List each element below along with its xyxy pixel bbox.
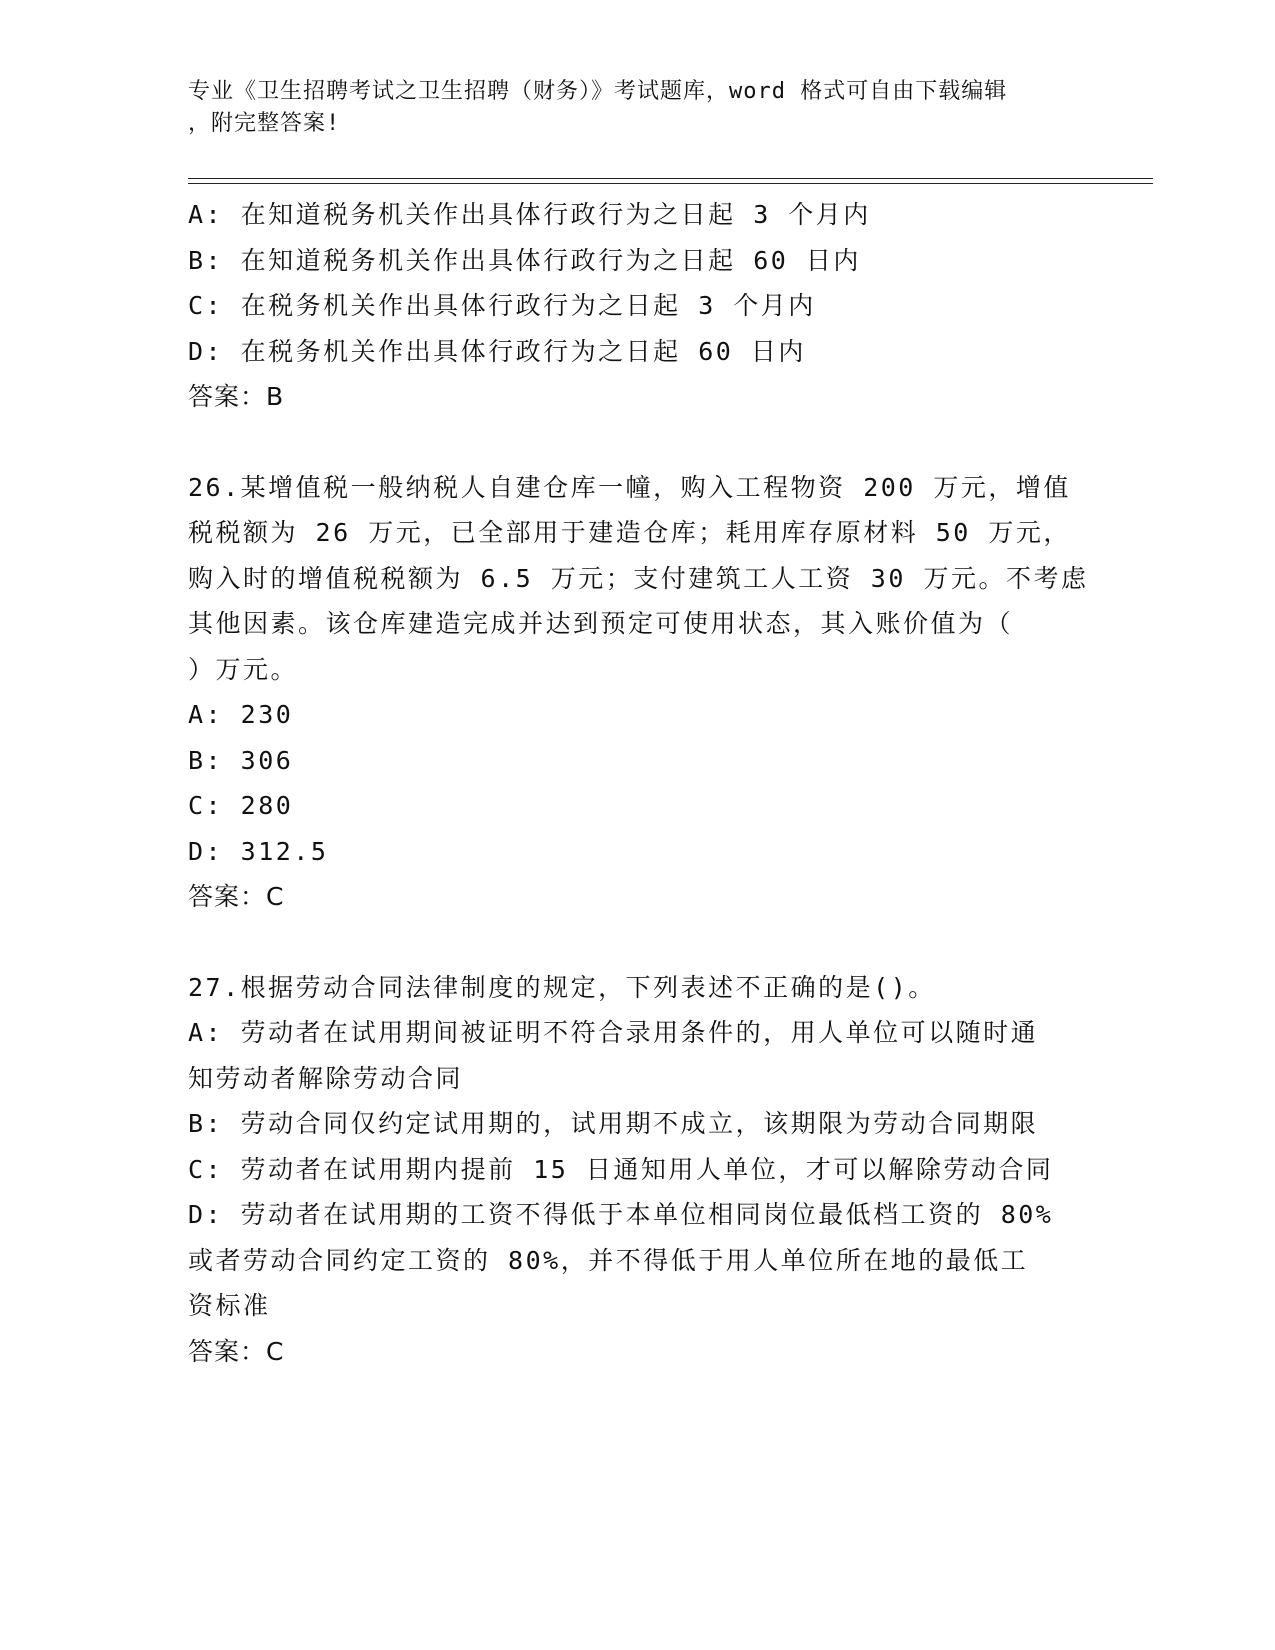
- option-d: D: 在税务机关作出具体行政行为之日起 60 日内: [188, 336, 806, 366]
- option-c: C: 劳动者在试用期内提前 15 日通知用人单位，才可以解除劳动合同: [188, 1154, 1054, 1184]
- question-stem-line: 26.某增值税一般纳税人自建仓库一幢，购入工程物资 200 万元，增值: [188, 472, 1071, 502]
- header-line-1: 专业《卫生招聘考试之卫生招聘（财务）》考试题库，word 格式可自由下载编辑: [188, 79, 1008, 104]
- option-d-continued: 或者劳动合同约定工资的 80%，并不得低于用人单位所在地的最低工: [188, 1245, 1029, 1275]
- question-25: [188, 192, 1088, 420]
- option-a-continued: 知劳动者解除劳动合同: [188, 1063, 464, 1093]
- option-c: C: 在税务机关作出具体行政行为之日起 3 个月内: [188, 291, 816, 320]
- answer-label: 答案：B: [188, 382, 285, 411]
- header-line-2: ，附完整答案!: [188, 111, 341, 136]
- option-a: A: 在知道税务机关作出具体行政行为之日起 3 个月内: [188, 200, 871, 229]
- spacer: [188, 420, 1088, 465]
- header-divider-bottom: [188, 183, 1153, 184]
- document-header: [188, 76, 1088, 140]
- option-a: A: 230: [188, 700, 294, 729]
- option-b: B: 在知道税务机关作出具体行政行为之日起 60 日内: [188, 245, 861, 275]
- question-26: [188, 465, 1088, 920]
- question-stem-line: 其他因素。该仓库建造完成并达到预定可使用状态，其入账价值为（: [188, 609, 1014, 638]
- option-b: B: 劳动合同仅约定试用期的，试用期不成立，该期限为劳动合同期限: [188, 1109, 1039, 1138]
- option-d: D: 劳动者在试用期的工资不得低于本单位相同岗位最低档工资的 80%: [188, 1200, 1054, 1229]
- answer-label: 答案：C: [188, 1336, 285, 1366]
- answer-label: 答案：C: [188, 882, 285, 911]
- option-c: C: 280: [188, 791, 294, 820]
- question-stem-line: ）万元。: [188, 654, 299, 684]
- question-stem-line: 税税额为 26 万元，已全部用于建造仓库；耗用库存原材料 50 万元，: [188, 518, 1071, 547]
- option-d-continued: 资标准: [188, 1291, 271, 1320]
- option-b: B: 306: [188, 745, 294, 775]
- question-27: [188, 965, 1088, 1375]
- question-stem-line: 27.根据劳动合同法律制度的规定，下列表述不正确的是()。: [188, 972, 936, 1002]
- option-d: D: 312.5: [188, 836, 329, 866]
- header-divider-top: [188, 178, 1153, 179]
- spacer: [188, 920, 1088, 965]
- question-stem-line: 购入时的增值税税额为 6.5 万元；支付建筑工人工资 30 万元。不考虑: [188, 563, 1089, 593]
- question-list: [188, 192, 1088, 1374]
- option-a: A: 劳动者在试用期间被证明不符合录用条件的，用人单位可以随时通: [188, 1018, 1039, 1047]
